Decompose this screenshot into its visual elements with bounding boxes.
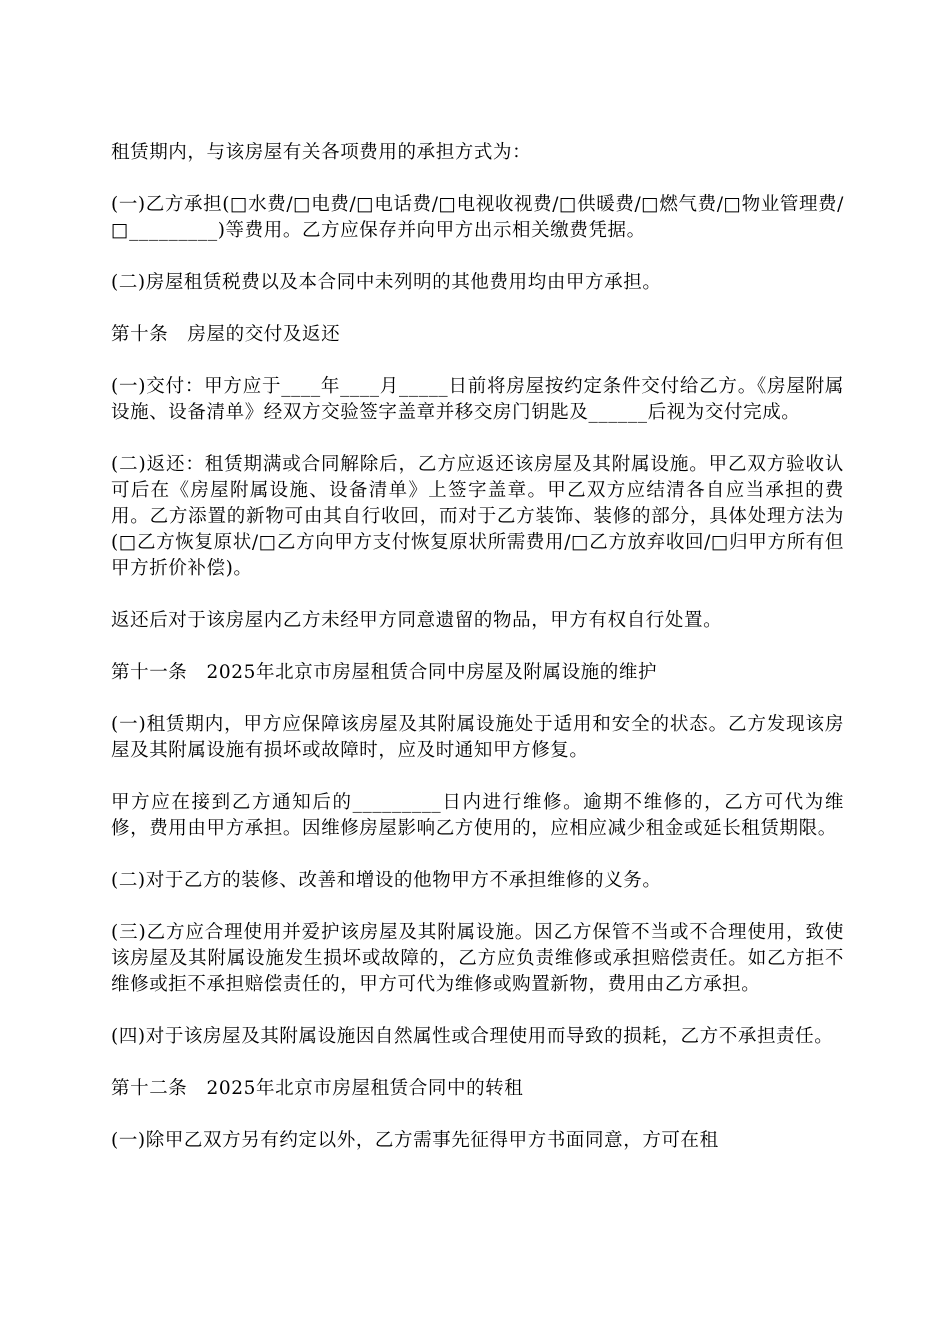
paragraph-maintenance-2: (二)对于乙方的装修、改善和增设的他物甲方不承担维修的义务。 [111, 870, 662, 891]
paragraph-maintenance-1: (一)租赁期内，甲方应保障该房屋及其附属设施处于适用和安全的状态。乙方发现该房屋及其附属设施有损坏或故障时，应及时通知甲方修复。 [111, 714, 844, 761]
article-12-heading: 第十二条 2025年北京市房屋租赁合同中的转租 [111, 1078, 524, 1099]
paragraph-fee-landlord: (二)房屋租赁税费以及本合同中未列明的其他费用均由甲方承担。 [111, 272, 662, 293]
document-page [111, 140, 844, 1180]
paragraph-fee-tenant: (一)乙方承担(□水费/□电费/□电话费/□电视收视费/□供暖费/□燃气费/□物业管理费/□_________)等费用。乙方应保存并向甲方出示相关缴费凭据。 [111, 194, 844, 241]
article-11-heading: 第十一条 2025年北京市房屋租赁合同中房屋及附属设施的维护 [111, 662, 658, 683]
paragraph-left-items: 返还后对于该房屋内乙方未经甲方同意遗留的物品，甲方有权自行处置。 [111, 610, 723, 631]
paragraph-maintenance-deadline: 甲方应在接到乙方通知后的_________日内进行维修。逾期不维修的，乙方可代为维修，费用由甲方承担。因维修房屋影响乙方使用的，应相应减少租金或延长租赁期限。 [111, 792, 844, 839]
article-10-heading: 第十条 房屋的交付及返还 [111, 324, 341, 345]
paragraph-fee-intro: 租赁期内，与该房屋有关各项费用的承担方式为： [111, 142, 532, 163]
paragraph-return: (二)返还：租赁期满或合同解除后，乙方应返还该房屋及其附属设施。甲乙双方验收认可后在《房屋附属设施、设备清单》上签字盖章。甲乙双方应结清各自应当承担的费用。乙方添置的新物可由其自行收回，而对于乙方装饰、装修的部分，具体处理方法为(□乙方恢复原状/□乙方向甲方支付恢复原状所需费用/□乙方放弃收回/□归甲方所有但甲方折价补偿)。 [111, 454, 844, 579]
paragraph-maintenance-4: (四)对于该房屋及其附属设施因自然属性或合理使用而导致的损耗，乙方不承担责任。 [111, 1026, 834, 1047]
paragraph-delivery: (一)交付：甲方应于____年____月_____日前将房屋按约定条件交付给乙方。《房屋附属设施、设备清单》经双方交验签字盖章并移交房门钥匙及______后视为交付完成。 [111, 376, 844, 423]
paragraph-maintenance-3: (三)乙方应合理使用并爱护该房屋及其附属设施。因乙方保管不当或不合理使用，致使该房屋及其附属设施发生损坏或故障的，乙方应负责维修或承担赔偿责任。如乙方拒不维修或拒不承担赔偿责任的，甲方可代为维修或购置新物，费用由乙方承担。 [111, 922, 844, 995]
paragraph-sublease-1: (一)除甲乙双方另有约定以外，乙方需事先征得甲方书面同意，方可在租 [111, 1130, 719, 1151]
